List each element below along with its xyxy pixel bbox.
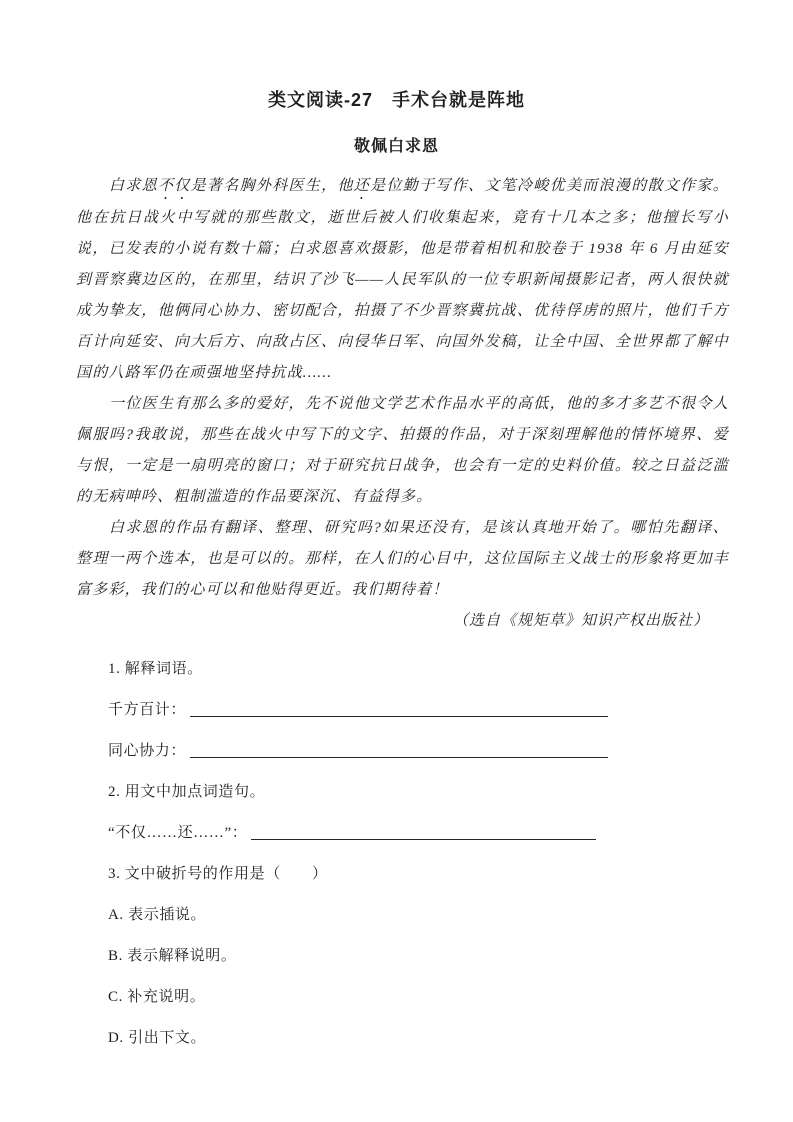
question-1-item-2: [108, 731, 793, 772]
text-run: 是位勤于写作、文笔冷峻优美而浪漫的散文作家。他在抗日战火中写就的那些散文，逝世后被人们收集起来，竟有十几本之多；他擅长写小说，已发表的小说有数十篇；白求恩喜欢摄影，他是带着相机和胶卷于 1938 年 6 月由延安到晋察冀边区的，在那里，结识了沙飞——人民军队的一位专职新闻摄影记者，两人很快就成为挚友，他俩同心协力、密切配合，拍摄了不少晋察冀抗战、优待俘虏的照片，他们千方百计向延安、向大后方、向敌占区、向侵华日军、向国外发稿，让全中国、全世界都了解中国的八路军仍在顽强地坚持抗战……: [76, 178, 730, 381]
text-run: 是著名胸外科医生，他: [190, 178, 354, 194]
question-1-label: 1. 解释词语。: [108, 661, 203, 677]
question-3-text: 3. 文中破折号的作用是: [108, 866, 266, 882]
answer-blank-q2-1[interactable]: [251, 824, 596, 840]
question-3-option-a: A. 表示插说。: [108, 907, 207, 923]
term-label-bujin-hai: “不仅……还……”：: [108, 825, 248, 841]
question-3-label: [108, 854, 793, 895]
text-run: 白求恩的作品有翻译、整理、研究吗?如果还没有，是该认真地开始了。哪怕先翻译、整理一两个选本，也是可以的。那样，在人们的心目中，这位国际主义战士的形象将更加丰富多彩，我们的心可以和他贴得更近。我们期待着！: [76, 520, 729, 598]
question-2-label: 2. 用文中加点词造句。: [108, 784, 266, 800]
questions-section: [108, 649, 793, 1059]
term-label-tongxinxieli: 同心协力：: [108, 743, 187, 759]
emphasized-word: 还: [353, 178, 371, 194]
question-3-option-b: B. 表示解释说明。: [108, 948, 237, 964]
article-paragraph-3: [76, 513, 729, 606]
article-body: [76, 171, 729, 606]
text-run: 白求恩: [109, 178, 158, 194]
question-2-item-1: [108, 813, 793, 854]
question-3-option-c: C. 补充说明。: [108, 989, 206, 1005]
term-label-qianfangbaiji: 千方百计：: [108, 702, 187, 718]
article-paragraph-2: [76, 389, 729, 513]
answer-blank-q1-2[interactable]: [190, 742, 608, 758]
article-paragraph-1: [76, 171, 729, 389]
emphasized-word: 不仅: [157, 178, 191, 194]
article-title: 敬佩白求恩: [353, 138, 439, 155]
answer-blank-q1-1[interactable]: [190, 701, 608, 717]
page-title: 类文阅读-27 手术台就是阵地: [267, 90, 525, 110]
source-attribution: （选自《规矩草》知识产权出版社）: [452, 613, 709, 629]
q3-answer-slot[interactable]: （ ）: [265, 866, 328, 882]
question-3-option-d: D. 引出下文。: [108, 1030, 207, 1046]
text-run: 一位医生有那么多的爱好，先不说他文学艺术作品水平的高低，他的多才多艺不很令人佩服吗?我敢说，那些在战火中写下的文字、拍摄的作品，对于深刻理解他的情怀境界、爱与恨，一定是一扇明亮的窗口；对于研究抗日战争，也会有一定的史料价值。较之日益泛滥的无病呻吟、粗制滥造的作品要深沉、有益得多。: [76, 396, 729, 505]
question-1-item-1: [108, 690, 793, 731]
